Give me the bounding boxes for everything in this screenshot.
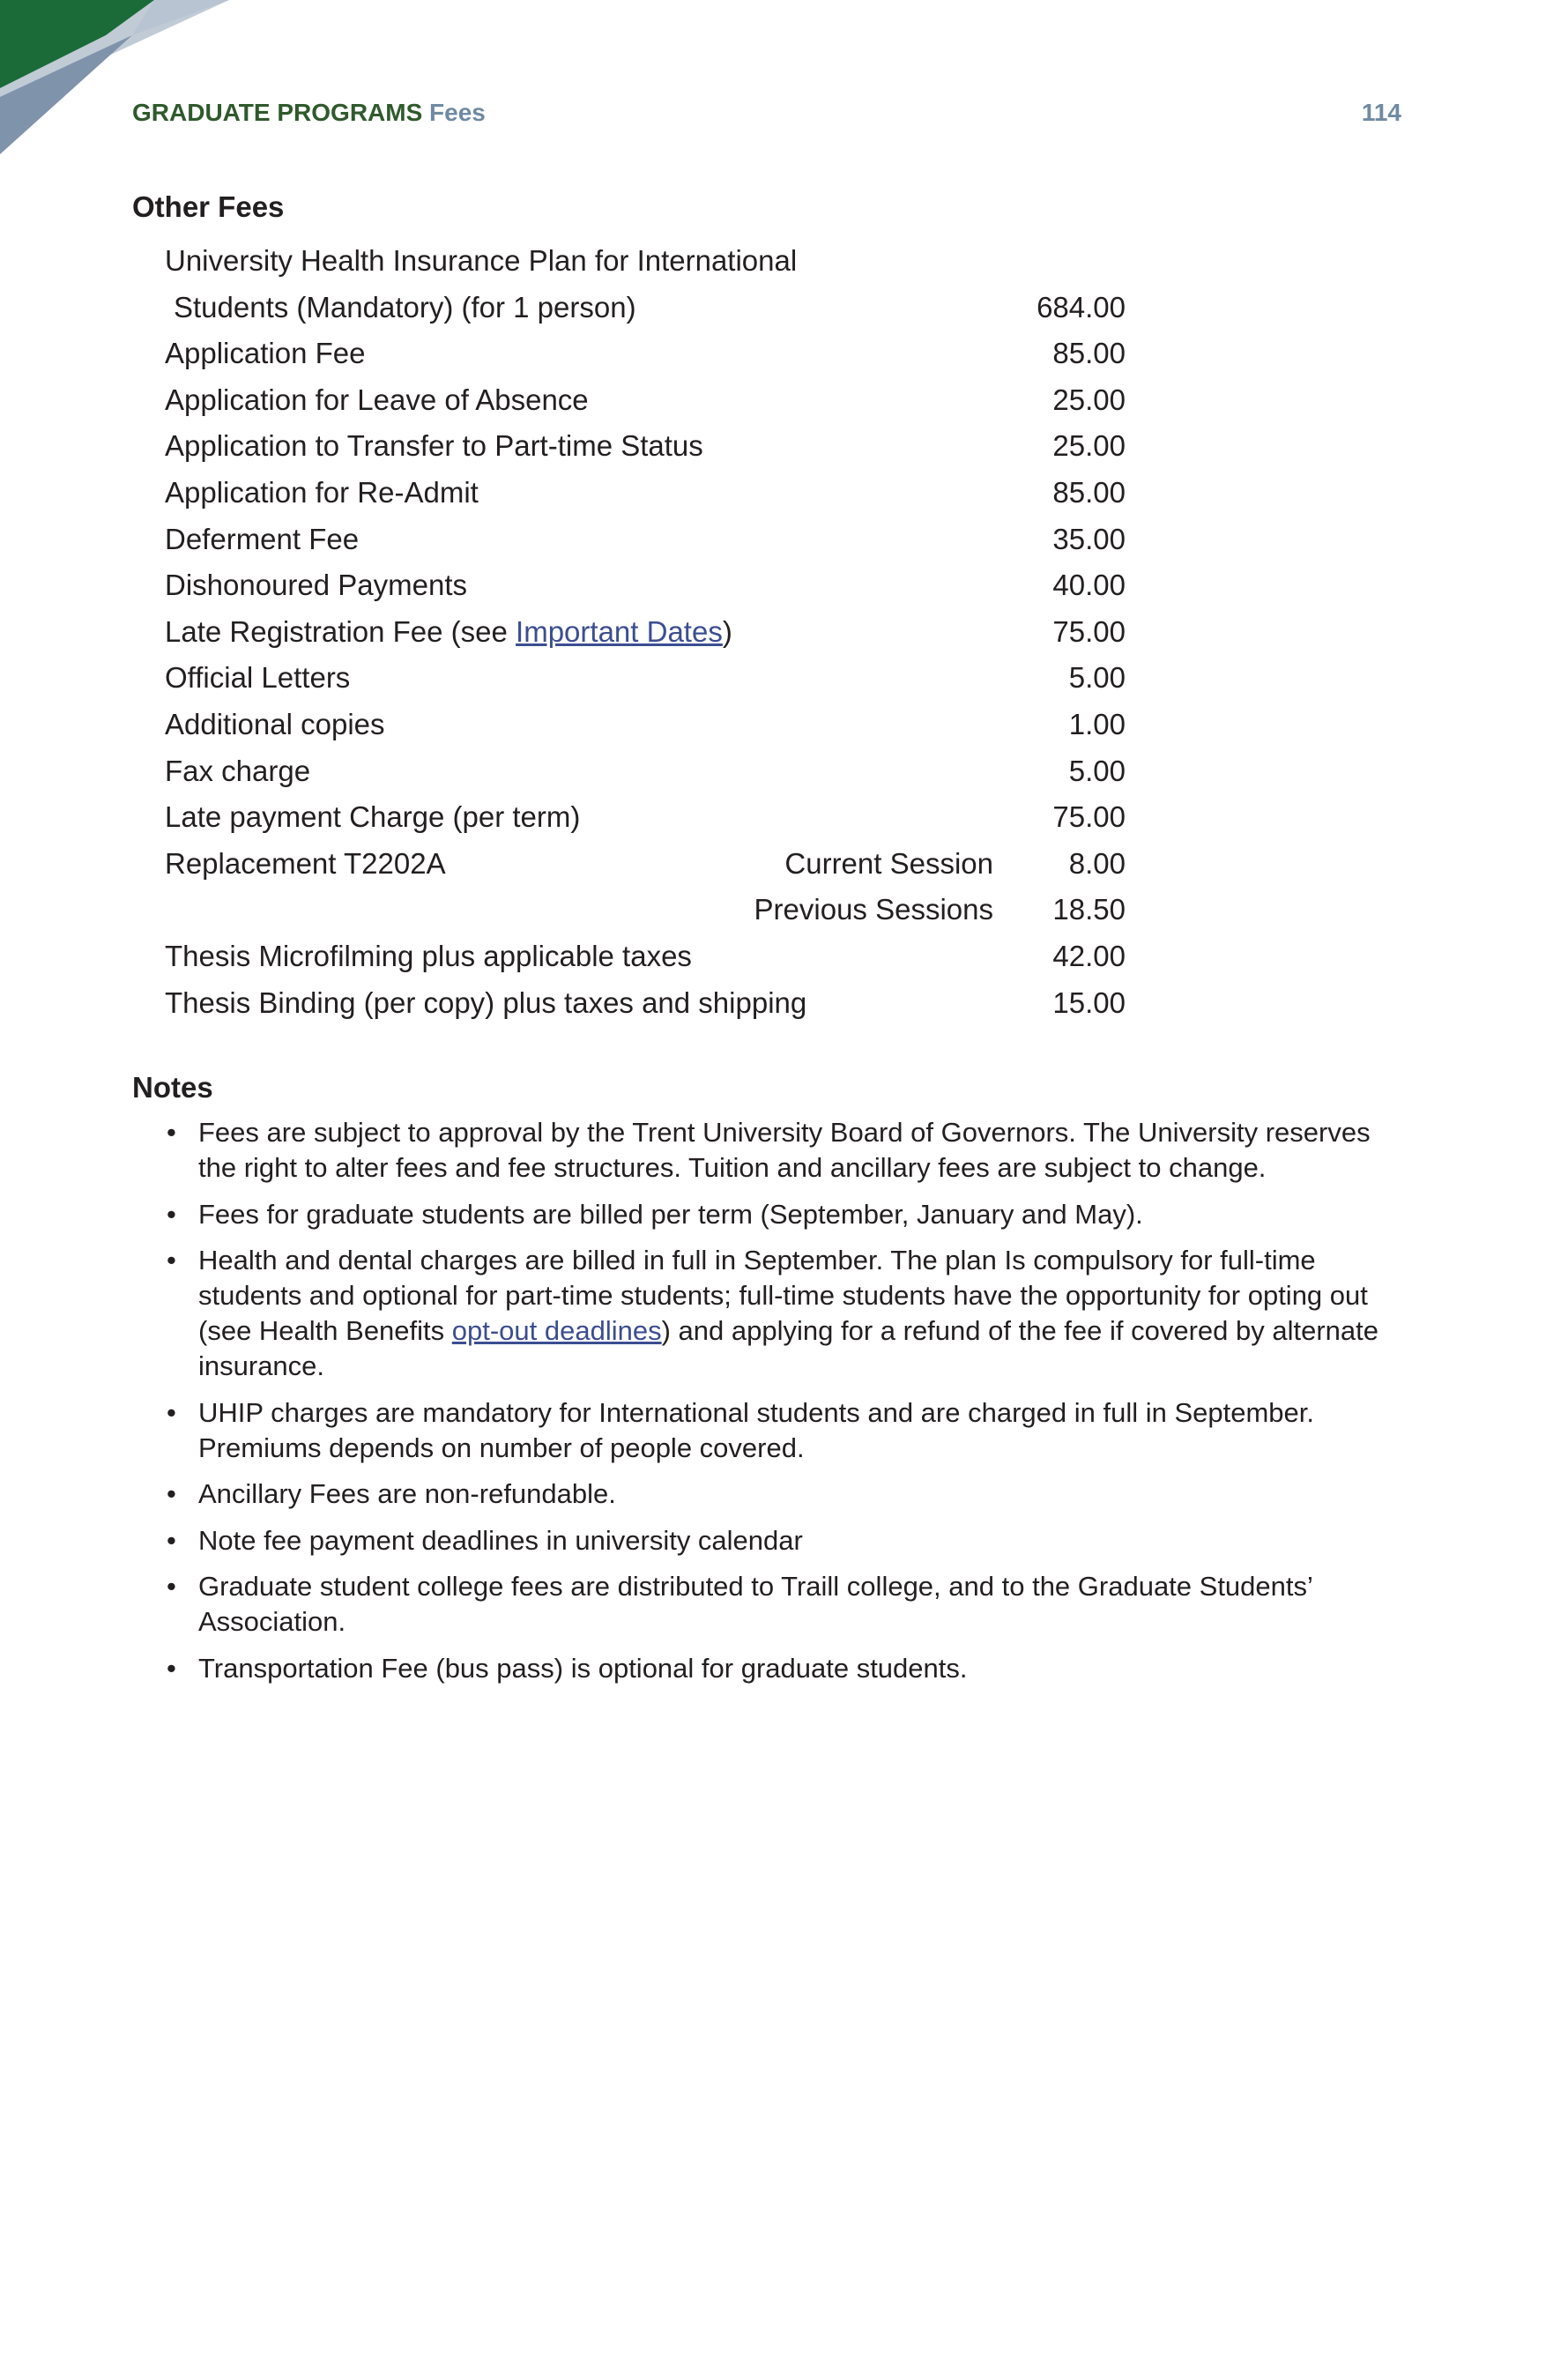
- bullet-icon: •: [167, 1245, 176, 1276]
- fee-row: [165, 655, 1126, 702]
- header-subsection-title: Fees: [429, 99, 486, 126]
- other-fees-table: [165, 238, 1126, 1026]
- bullet-icon: •: [167, 1478, 176, 1509]
- note-text: Note fee payment deadlines in university calendar: [198, 1524, 803, 1556]
- bullet-icon: •: [167, 1117, 176, 1148]
- fee-label: University Health Insurance Plan for International: [165, 244, 798, 277]
- fee-row: [165, 562, 1126, 609]
- notes-heading: Notes: [132, 1071, 213, 1104]
- fee-label: Fax charge: [165, 754, 311, 787]
- header-section-title: GRADUATE PROGRAMS: [132, 99, 423, 126]
- important-dates-link[interactable]: Important Dates: [516, 614, 723, 648]
- fee-row: [165, 887, 1126, 933]
- note-item: [165, 1569, 1412, 1640]
- fee-label-text: Late Registration Fee (see: [165, 614, 516, 648]
- fee-amount: 5.00: [1068, 661, 1126, 695]
- fee-amount: 40.00: [1052, 569, 1126, 602]
- bullet-icon: •: [167, 1524, 176, 1556]
- corner-logo-graphic: [0, 0, 264, 167]
- fee-row: [165, 285, 1126, 331]
- bullet-icon: •: [167, 1198, 176, 1230]
- page-number: 114: [1361, 99, 1401, 126]
- page-header: [132, 99, 1401, 134]
- fee-label: Additional copies: [165, 707, 385, 740]
- note-item: [165, 1115, 1412, 1186]
- fee-row: [165, 238, 1126, 285]
- fee-label: Official Letters: [165, 661, 351, 695]
- fee-row: [165, 748, 1126, 795]
- fee-label: Application for Leave of Absence: [165, 383, 589, 416]
- fee-amount: 8.00: [1068, 846, 1126, 880]
- fee-row: [165, 702, 1126, 748]
- fee-label: Application to Transfer to Part-time Status: [165, 429, 703, 463]
- fee-session-label: Previous Sessions: [754, 893, 993, 926]
- fee-label: Thesis Binding (per copy) plus taxes and shipping: [165, 985, 807, 1019]
- fee-label: Thesis Microfilming plus applicable taxes: [165, 939, 692, 972]
- fee-label: Application Fee: [165, 337, 366, 370]
- bullet-icon: •: [167, 1396, 176, 1428]
- note-item: [165, 1243, 1412, 1384]
- fee-label: Students (Mandatory) (for 1 person): [174, 290, 636, 324]
- fee-label: Deferment Fee: [165, 522, 360, 555]
- fee-row: [165, 423, 1126, 470]
- notes-list: [165, 1115, 1412, 1697]
- bullet-icon: •: [167, 1652, 176, 1684]
- fee-row: [165, 794, 1126, 841]
- other-fees-heading: Other Fees: [132, 190, 285, 223]
- fee-row: [165, 377, 1126, 424]
- note-text: Transportation Fee (bus pass) is optional for graduate students.: [198, 1652, 968, 1684]
- note-text: ) and applying for a refund of the fee if covered by alternate insurance.: [198, 1315, 1379, 1381]
- note-text: Fees are subject to approval by the Trent University Board of Governors. The University reserves the right to alter fees and fee structures. Tuition and ancillary fees are subject to change.: [198, 1117, 1371, 1183]
- fee-label: Dishonoured Payments: [165, 569, 468, 602]
- opt-out-deadlines-link[interactable]: opt-out deadlines: [451, 1315, 662, 1346]
- fee-amount: 35.00: [1052, 522, 1126, 555]
- note-text: Ancillary Fees are non-refundable.: [198, 1478, 616, 1509]
- note-item: [165, 1476, 1412, 1512]
- note-text: UHIP charges are mandatory for International students and are charged in full in September. Premiums depends on number of people covered.: [198, 1396, 1314, 1463]
- note-text: Fees for graduate students are billed per term (September, January and May).: [198, 1198, 1143, 1230]
- bullet-icon: •: [167, 1571, 176, 1602]
- fee-amount: 15.00: [1052, 985, 1126, 1019]
- fee-label: Application for Re-Admit: [165, 475, 479, 509]
- fee-label: [165, 609, 732, 656]
- fee-row: [165, 841, 1126, 888]
- note-text: Health and dental charges are billed in full in September. The plan Is compulsory for full-time students and optional for part-time students; full-time students have the opportunity for opting out (see Health Benefits: [198, 1245, 1368, 1346]
- fee-amount: 75.00: [1052, 614, 1126, 648]
- fee-row: [165, 517, 1126, 563]
- fee-amount: 5.00: [1068, 754, 1126, 787]
- fee-amount: 75.00: [1052, 800, 1126, 834]
- note-text: Graduate student college fees are distributed to Traill college, and to the Graduate Students’ Association.: [198, 1571, 1312, 1637]
- fee-amount: 18.50: [1052, 893, 1126, 926]
- fee-label-text: ): [722, 614, 732, 648]
- fee-amount: 42.00: [1052, 939, 1126, 972]
- fee-amount: 1.00: [1068, 707, 1126, 740]
- fee-amount: 25.00: [1052, 429, 1126, 463]
- fee-amount: 85.00: [1052, 337, 1126, 370]
- fee-row: [165, 609, 1126, 656]
- fee-amount: 684.00: [1037, 290, 1126, 324]
- note-item: [165, 1523, 1412, 1558]
- fee-label: Replacement T2202A: [165, 846, 446, 880]
- note-item: [165, 1651, 1412, 1686]
- fee-row: [165, 933, 1126, 980]
- fee-session-label: Current Session: [784, 846, 993, 880]
- fee-row: [165, 331, 1126, 377]
- note-item: [165, 1197, 1412, 1232]
- note-item: [165, 1395, 1412, 1466]
- fee-row: [165, 470, 1126, 517]
- fee-amount: 25.00: [1052, 383, 1126, 416]
- fee-label: Late payment Charge (per term): [165, 800, 581, 834]
- fee-amount: 85.00: [1052, 475, 1126, 509]
- fee-row: [165, 980, 1126, 1027]
